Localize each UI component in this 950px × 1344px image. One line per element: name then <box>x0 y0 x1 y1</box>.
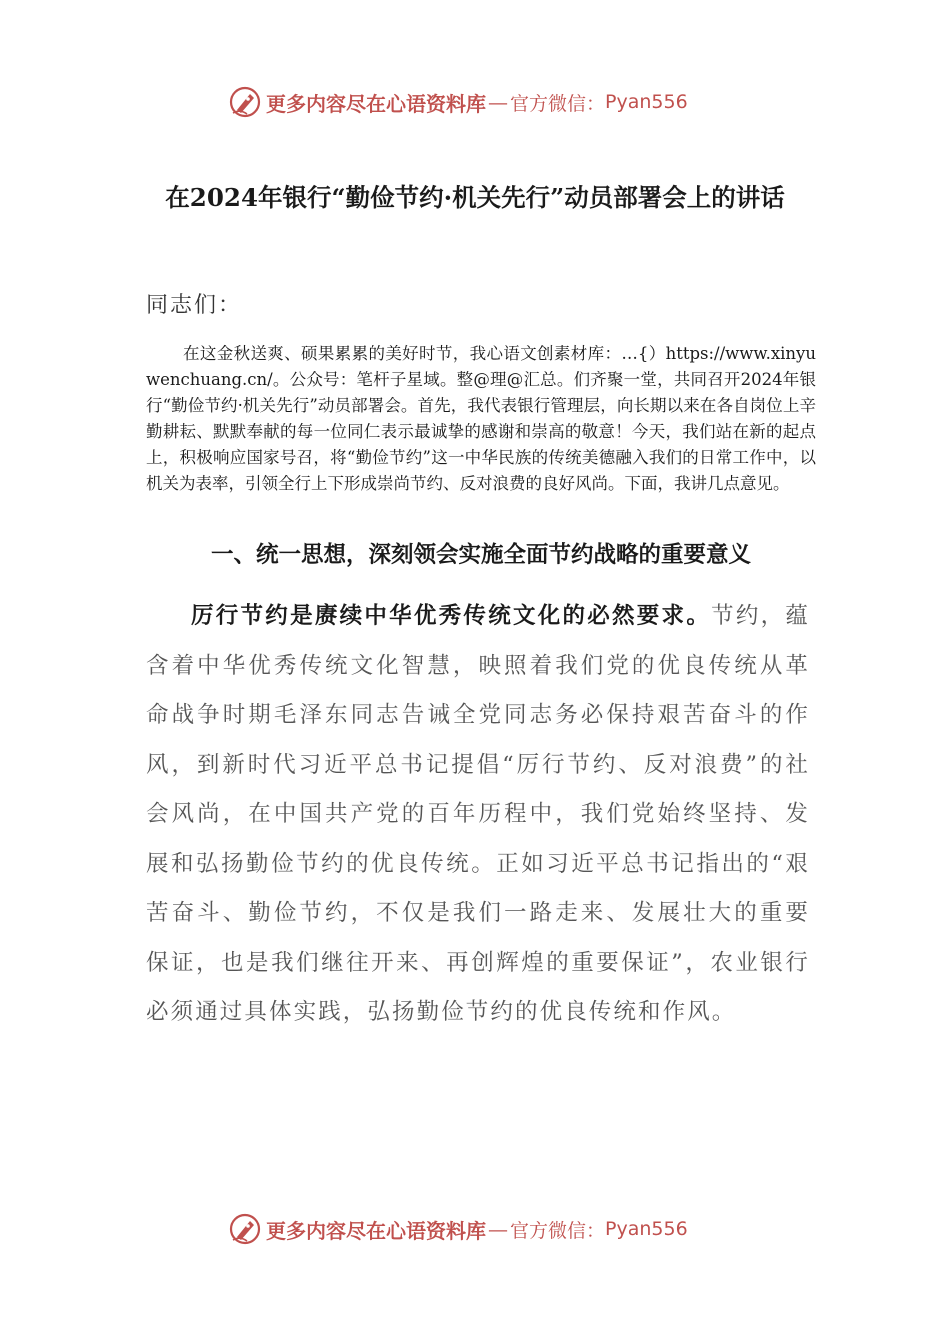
watermark-dash: — <box>488 90 508 114</box>
salutation: 同志们： <box>146 293 243 318</box>
pen-nib-logo-icon <box>228 85 262 119</box>
watermark-tail: 官方微信： <box>510 1219 606 1242</box>
paragraph-lead-sentence: 厉行节约是赓续中华优秀传统文化的必然要求。 <box>191 603 712 629</box>
document-title: 在2024年银行“勤俭节约·机关先行”动员部署会上的讲话 <box>165 183 785 212</box>
body-paragraph-1 <box>146 592 810 1038</box>
watermark-banner-bottom <box>228 1211 688 1247</box>
watermark-dash: — <box>488 1217 508 1241</box>
intro-paragraph: 在这金秋送爽、硕果累累的美好时节，我心语文创素材库：…{）https://www.xinyuwenchuang.cn/。公众号：笔杆子星域。整@理@汇总。们齐聚一堂，共同召开2024年银行“勤俭节约·机关先行”动员部署会。首先，我代表银行管理层，向长期以来在各自岗位上辛勤耕耘、默默奉献的每一位同仁表示最诚挚的感谢和崇高的敬意！今天，我们站在新的起点上，积极响应国家号召，将“勤俭节约”这一中华民族的传统美德融入我们的日常工作中，以机关为表率，引领全行上下形成崇尚节约、反对浪费的良好风尚。下面，我讲几点意见。 <box>146 344 816 493</box>
watermark-banner-top <box>228 84 688 120</box>
pen-nib-logo-icon <box>228 1212 262 1246</box>
watermark-tail: 官方微信： <box>510 92 606 115</box>
watermark-lead: 更多内容尽在心语资料库 <box>266 1218 486 1243</box>
paragraph-body: 节约，蕴含着中华优秀传统文化智慧，映照着我们党的优良传统从革命战争时期毛泽东同志告诫全党同志务必保持艰苦奋斗的作风，到新时代习近平总书记提倡“厉行节约、反对浪费”的社会风尚，在中国共产党的百年历程中，我们党始终坚持、发展和弘扬勤俭节约的优良传统。正如习近平总书记指出的“艰苦奋斗、勤俭节约，不仅是我们一路走来、发展壮大的重要保证，也是我们继往开来、再创辉煌的重要保证”，农业银行必须通过具体实践，弘扬勤俭节约的优良传统和作风。 <box>146 603 810 1025</box>
section-heading-1: 一、统一思想，深刻领会实施全面节约战略的重要意义 <box>210 542 751 568</box>
watermark-handle: Pyan556 <box>605 1218 688 1240</box>
watermark-lead: 更多内容尽在心语资料库 <box>266 91 486 116</box>
watermark-handle: Pyan556 <box>605 91 688 113</box>
